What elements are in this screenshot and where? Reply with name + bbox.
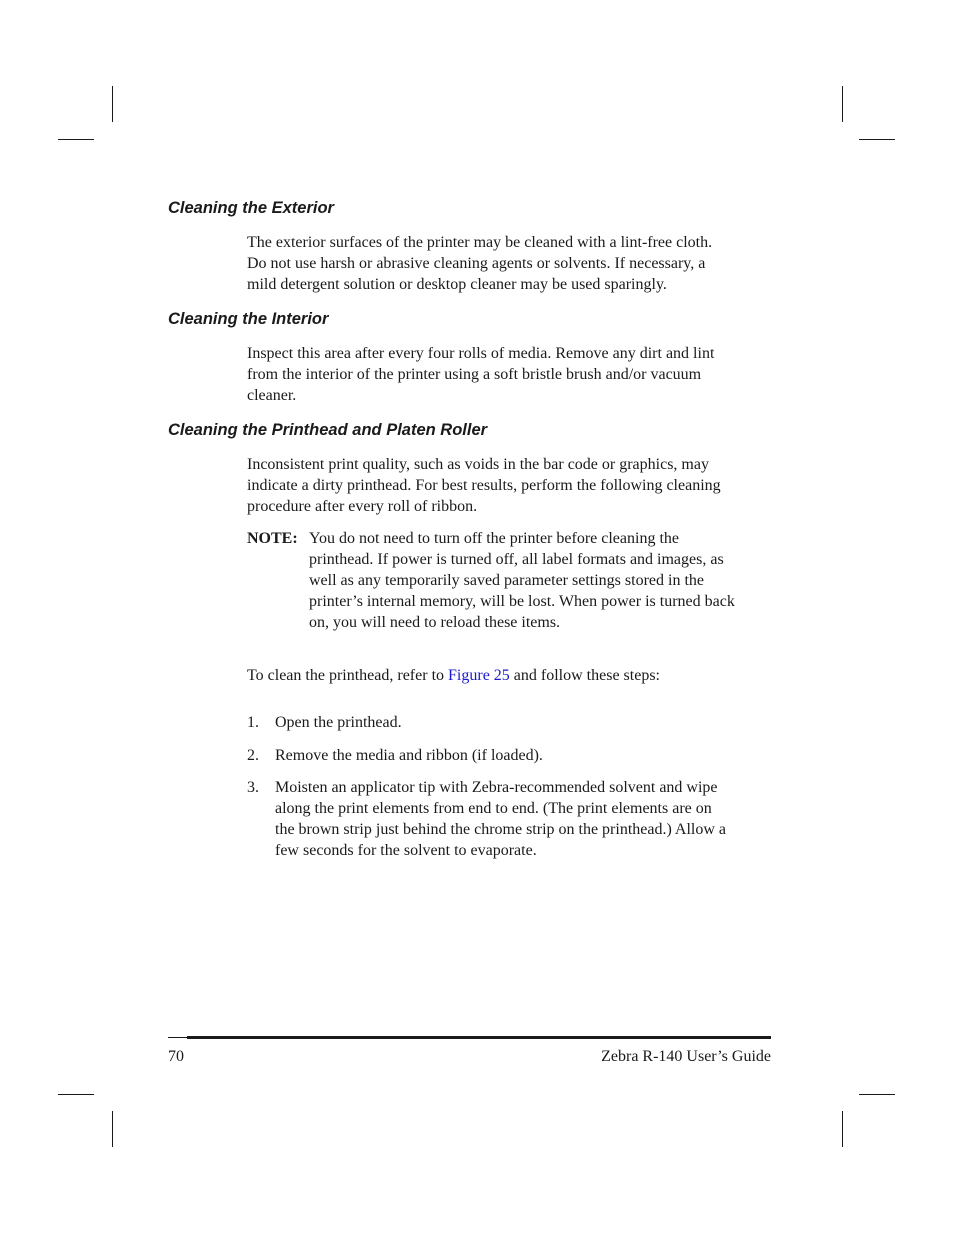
step-line: Moisten an applicator tip with Zebra-recommended solvent and wipe xyxy=(275,779,718,796)
step-line: few seconds for the solvent to evaporate. xyxy=(275,842,537,859)
step-text xyxy=(275,777,775,861)
step-line: Remove the media and ribbon (if loaded). xyxy=(275,747,543,764)
page-number: 70 xyxy=(168,1048,184,1065)
figure-25-link[interactable]: Figure 25 xyxy=(448,667,510,684)
section-body-exterior xyxy=(247,232,777,295)
body-line: The exterior surfaces of the printer may be cleaned with a lint-free cloth. xyxy=(247,234,713,251)
section-body-printhead xyxy=(247,454,777,517)
body-line: Do not use harsh or abrasive cleaning agents or solvents. If necessary, a xyxy=(247,255,706,272)
body-line: indicate a dirty printhead. For best results, perform the following cleaning xyxy=(247,477,721,494)
step-text xyxy=(275,745,775,766)
footer-rule xyxy=(187,1036,771,1039)
document-title: Zebra R-140 User’s Guide xyxy=(601,1048,771,1065)
step-text xyxy=(275,712,775,733)
steps-intro-line xyxy=(247,665,777,686)
step-number: 1. xyxy=(247,714,259,731)
body-line: from the interior of the printer using a soft bristle brush and/or vacuum xyxy=(247,366,702,383)
steps-intro xyxy=(247,665,777,686)
step-line: Open the printhead. xyxy=(275,714,402,731)
note-line: on, you will need to reload these items. xyxy=(309,614,561,631)
section-heading-exterior: Cleaning the Exterior xyxy=(168,199,334,217)
note-body xyxy=(309,528,779,633)
body-line: procedure after every roll of ribbon. xyxy=(247,498,478,515)
steps-intro-before: To clean the printhead, refer to xyxy=(247,667,449,684)
step-number: 3. xyxy=(247,779,259,796)
step-number: 2. xyxy=(247,747,259,764)
crop-mark-top-right-vertical xyxy=(842,86,843,122)
body-line: Inspect this area after every four rolls of media. Remove any dirt and lint xyxy=(247,345,715,362)
body-line: mild detergent solution or desktop cleaner may be used sparingly. xyxy=(247,276,667,293)
note-line: printhead. If power is turned off, all label formats and images, as xyxy=(309,551,724,568)
note-label: NOTE: xyxy=(247,530,298,547)
crop-mark-bottom-left-vertical xyxy=(112,1111,113,1147)
crop-mark-top-right-horizontal xyxy=(859,139,895,140)
crop-mark-bottom-right-vertical xyxy=(842,1111,843,1147)
section-body-interior xyxy=(247,343,777,406)
crop-mark-bottom-right-horizontal xyxy=(859,1094,895,1095)
step-line: the brown strip just behind the chrome strip on the printhead.) Allow a xyxy=(275,821,727,838)
crop-mark-bottom-left-horizontal xyxy=(58,1094,94,1095)
body-line: Inconsistent print quality, such as voids in the bar code or graphics, may xyxy=(247,456,709,473)
note-line: well as any temporarily saved parameter settings stored in the xyxy=(309,572,704,589)
crop-mark-top-left-horizontal xyxy=(58,139,94,140)
note-line: You do not need to turn off the printer before cleaning the xyxy=(309,530,679,547)
footer-rule-left xyxy=(168,1037,188,1038)
step-line: along the print elements from end to end. (The print elements are on xyxy=(275,800,712,817)
section-heading-printhead: Cleaning the Printhead and Platen Roller xyxy=(168,421,488,439)
steps-intro-after: and follow these steps: xyxy=(509,667,660,684)
body-line: cleaner. xyxy=(247,387,297,404)
note-line: printer’s internal memory, will be lost. When power is turned back xyxy=(309,593,735,610)
section-heading-interior: Cleaning the Interior xyxy=(168,310,329,328)
crop-mark-top-left-vertical xyxy=(112,86,113,122)
